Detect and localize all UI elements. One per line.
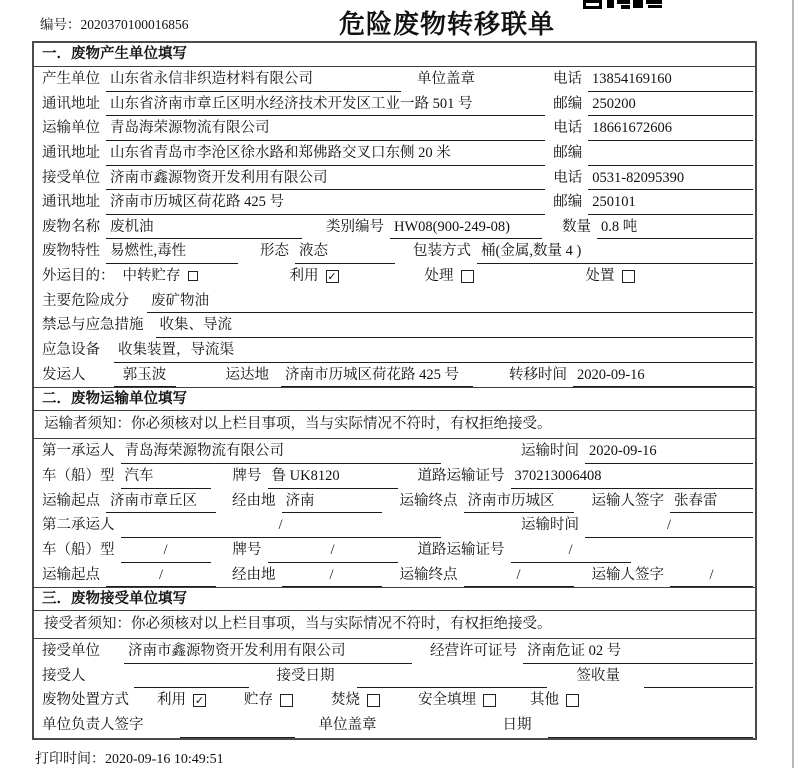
responsible-sign-value (180, 713, 295, 738)
purpose-dispose-checkbox (622, 270, 635, 283)
disposal-method-row (34, 688, 755, 713)
carrier1-label: 第一承运人 (42, 443, 115, 460)
disposal-utilize-checkbox: ✓ (194, 694, 205, 708)
emergency-equipment-value: 收集装置，导流渠 (114, 338, 753, 363)
carrier2-plate-value: / (268, 538, 398, 563)
accept-date-label: 接受日期 (276, 667, 335, 684)
dispatcher-label: 发运人 (42, 366, 86, 383)
purpose-utilize-checkbox: ✓ (327, 269, 337, 283)
carrier2-value: / (121, 513, 441, 538)
carrier2-name-row (34, 513, 755, 538)
carrier2-vehicle-type-value: / (121, 538, 211, 563)
receiver-unit-label: 接受单位 (42, 169, 100, 186)
responsible-sign-row (34, 713, 755, 738)
transfer-time-label: 转移时间 (509, 366, 567, 383)
carrier1-vehicle-row (34, 464, 755, 489)
section1-header: 一．废物产生单位填写 (34, 43, 755, 67)
carrier2-sign-value: / (670, 563, 753, 588)
sign-date-label: 日期 (502, 717, 532, 734)
license-value: 济南危证 02 号 (523, 639, 753, 664)
carrier1-permit-label: 道路运输证号 (417, 467, 505, 484)
manifest-form-table (32, 41, 757, 740)
carrier2-plate-label: 牌号 (232, 541, 262, 558)
license-label: 经营许可证号 (430, 643, 517, 660)
transport-phone-label: 电话 (553, 120, 583, 137)
document-header (0, 0, 796, 41)
destination-value: 济南市历城区荷花路 425 号 (281, 363, 473, 388)
carrier1-route-row (34, 489, 755, 514)
carrier1-plate-label: 牌号 (232, 467, 262, 484)
hazard-component-row (34, 289, 755, 314)
carrier1-via-label: 经由地 (232, 492, 276, 509)
purpose-treat-checkbox (461, 270, 474, 283)
unit-seal-label: 单位盖章 (417, 71, 475, 87)
transport-unit-label: 运输单位 (42, 120, 100, 137)
carrier1-vehicle-type-label: 车（船）型 (42, 467, 115, 484)
carrier1-name-row (34, 439, 755, 464)
document-number (40, 13, 189, 33)
receiver-zip-value: 250101 (588, 190, 753, 215)
transport-zip-label: 邮编 (553, 144, 583, 161)
disposal-option-utilize (157, 688, 206, 713)
carrier1-permit-value: 370213006408 (511, 464, 754, 489)
waste-qty-label: 数量 (562, 218, 591, 235)
waste-code-value: HW08(900-249-08) (390, 215, 542, 240)
accept-date-value (357, 664, 547, 689)
disposal-option-landfill (418, 688, 496, 713)
carrier1-end-label: 运输终点 (399, 492, 458, 509)
carrier1-time-value: 2020-09-16 (585, 439, 753, 464)
carrier2-time-value: / (585, 513, 753, 538)
emergency-measures-row (34, 313, 755, 338)
transport-address-row (34, 141, 755, 166)
carrier1-value: 青岛海荣源物流有限公司 (121, 439, 441, 464)
transfer-purpose-row (34, 264, 755, 289)
receiver-notice: 接受者须知：你必须核对以上栏目事项，当与实际情况不符时，有权拒绝接受。 (34, 611, 755, 639)
receiver-phone-label: 电话 (553, 169, 583, 186)
responsible-sign-label: 单位负责人签字 (42, 717, 144, 734)
waste-pack-label: 包装方式 (413, 243, 471, 260)
disposal-storage-checkbox (280, 694, 293, 707)
receiver-zip-label: 邮编 (553, 194, 583, 211)
transfer-purpose-label: 外运目的： (42, 268, 115, 285)
transport-unit-row (34, 116, 755, 141)
carrier2-vehicle-type-label: 车（船）型 (42, 541, 115, 558)
accepting-unit-value: 济南市鑫源物资开发利用有限公司 (124, 639, 412, 664)
document-number-value: 2020370100016856 (80, 17, 189, 32)
disposal-landfill-checkbox (483, 694, 496, 707)
carrier1-sign-value: 张春雷 (670, 489, 753, 514)
sign-date-value (548, 713, 754, 738)
acceptor-row (34, 664, 755, 689)
disposal-other-label: 其他 (530, 692, 559, 709)
receiver-unit-row (34, 166, 755, 191)
carrier2-permit-filler (631, 538, 754, 563)
section2-header: 二．废物运输单位填写 (34, 387, 755, 411)
qr-code-icon (578, 0, 664, 9)
acceptor-value (134, 664, 249, 689)
purpose-option-dispose (586, 264, 635, 289)
purpose-transit-storage-checkbox (188, 271, 198, 281)
producer-address-label: 通讯地址 (42, 95, 100, 112)
carrier2-time-label: 运输时间 (521, 517, 579, 534)
carrier2-end-value: / (464, 563, 574, 588)
carrier2-vehicle-row (34, 538, 755, 563)
waste-code-label: 类别编号 (326, 218, 384, 235)
waste-props-value: 易燃性,毒性 (106, 239, 238, 264)
waste-props-label: 废物特性 (42, 243, 100, 260)
carrier1-end-value: 济南市历城区 (464, 489, 574, 514)
purpose-transit-storage-label: 中转贮存 (122, 268, 181, 285)
page-edge-divider (792, 0, 794, 768)
emergency-measures-value: 收集、导流 (156, 313, 754, 338)
producer-address-value: 山东省济南市章丘区明水经济技术开发区工业一路 501 号 (106, 92, 545, 117)
disposal-method-label: 废物处置方式 (42, 692, 129, 709)
destination-label: 运达地 (225, 366, 269, 383)
producer-unit-label: 产生单位 (42, 71, 100, 87)
received-qty-value (644, 664, 753, 689)
waste-props-row (34, 239, 755, 264)
print-time: 打印时间：2020-09-16 10:49:51 (35, 752, 224, 767)
carrier1-origin-label: 运输起点 (42, 492, 100, 509)
acceptor-label: 接受人 (42, 667, 86, 684)
carrier2-origin-value: / (106, 563, 216, 588)
page-title: 危险废物转移联单 (338, 9, 556, 39)
waste-name-row (34, 215, 755, 240)
accepting-unit-label: 接受单位 (42, 643, 100, 660)
waste-name-value: 废机油 (106, 215, 302, 240)
purpose-dispose-label: 处置 (585, 268, 615, 285)
dispatcher-value: 郭玉波 (114, 363, 176, 388)
waste-qty-value: 0.8 吨 (597, 215, 753, 240)
transport-unit-value: 青岛海荣源物流有限公司 (106, 116, 545, 141)
waste-form-value: 液态 (295, 239, 395, 264)
disposal-utilize-label: 利用 (157, 692, 186, 709)
producer-unit-row (34, 67, 755, 92)
carrier1-sign-label: 运输人签字 (591, 492, 664, 509)
producer-zip-value: 250200 (588, 92, 753, 117)
transport-address-value: 山东省青岛市李沧区徐水路和郑佛路交叉口东侧 20 米 (106, 141, 545, 166)
receiver-phone-value: 0531-82095390 (588, 166, 753, 191)
transport-address-label: 通讯地址 (42, 144, 100, 161)
waste-pack-value: 桶(金属,数量 4 ) (477, 239, 753, 264)
transport-phone-value: 18661672606 (588, 116, 753, 141)
receiver-address-value: 济南市历城区荷花路 425 号 (106, 190, 545, 215)
carrier2-permit-label: 道路运输证号 (417, 541, 505, 558)
producer-phone-label: 电话 (553, 71, 582, 87)
transport-zip-value (588, 141, 753, 166)
carrier1-plate-value: 鲁 UK8120 (268, 464, 398, 489)
producer-phone-value: 13854169160 (588, 67, 753, 92)
carrier1-time-label: 运输时间 (521, 443, 579, 460)
purpose-utilize-label: 利用 (289, 268, 319, 285)
purpose-option-treat (425, 264, 474, 289)
carrier1-via-value: 济南 (282, 489, 382, 514)
transfer-time-value: 2020-09-16 (573, 363, 753, 388)
hazard-component-value: 废矿物油 (147, 289, 753, 314)
disposal-incinerate-label: 焚烧 (331, 692, 360, 709)
producer-zip-label: 邮编 (553, 95, 583, 112)
purpose-treat-label: 处理 (424, 268, 454, 285)
receiver-address-row (34, 190, 755, 215)
emergency-equipment-label: 应急设备 (42, 342, 100, 359)
carrier2-end-label: 运输终点 (399, 566, 458, 583)
producer-address-row (34, 92, 755, 117)
document-number-label: 编号： (40, 17, 81, 32)
producer-unit-value: 山东省永信非织造材料有限公司 (106, 67, 401, 92)
carrier2-via-label: 经由地 (232, 566, 276, 583)
carrier2-permit-value: / (511, 538, 631, 563)
waste-name-label: 废物名称 (42, 218, 100, 235)
unit-seal2-label: 单位盖章 (318, 717, 377, 734)
disposal-storage-label: 贮存 (244, 692, 273, 709)
disposal-other-checkbox (566, 694, 579, 707)
disposal-option-incinerate (331, 688, 380, 713)
dispatch-row (34, 363, 755, 388)
disposal-landfill-label: 安全填埋 (418, 692, 476, 709)
receiver-unit-value: 济南市鑫源物资开发利用有限公司 (106, 166, 545, 191)
transporter-notice: 运输者须知：你必须核对以上栏目事项，当与实际情况不符时，有权拒绝接受。 (34, 411, 755, 439)
emergency-equipment-row (34, 338, 755, 363)
emergency-measures-label: 禁忌与应急措施 (42, 317, 144, 334)
hazard-component-label: 主要危险成分 (42, 292, 129, 309)
carrier2-sign-label: 运输人签字 (591, 566, 664, 583)
carrier2-via-value: / (282, 563, 382, 588)
disposal-option-other (530, 688, 579, 713)
carrier1-vehicle-type-value: 汽车 (121, 464, 211, 489)
disposal-option-storage (244, 688, 293, 713)
carrier2-route-row (34, 563, 755, 588)
accepting-unit-row (34, 639, 755, 664)
received-qty-label: 签收量 (576, 667, 620, 684)
purpose-option-transit-storage (123, 264, 198, 289)
receiver-address-label: 通讯地址 (42, 194, 100, 211)
carrier1-origin-value: 济南市章丘区 (106, 489, 216, 514)
waste-form-label: 形态 (260, 243, 289, 260)
carrier2-label: 第二承运人 (42, 517, 115, 534)
purpose-option-utilize (290, 264, 339, 289)
carrier2-origin-label: 运输起点 (42, 566, 100, 583)
disposal-incinerate-checkbox (367, 694, 380, 707)
section3-header: 三．废物接受单位填写 (34, 587, 755, 611)
